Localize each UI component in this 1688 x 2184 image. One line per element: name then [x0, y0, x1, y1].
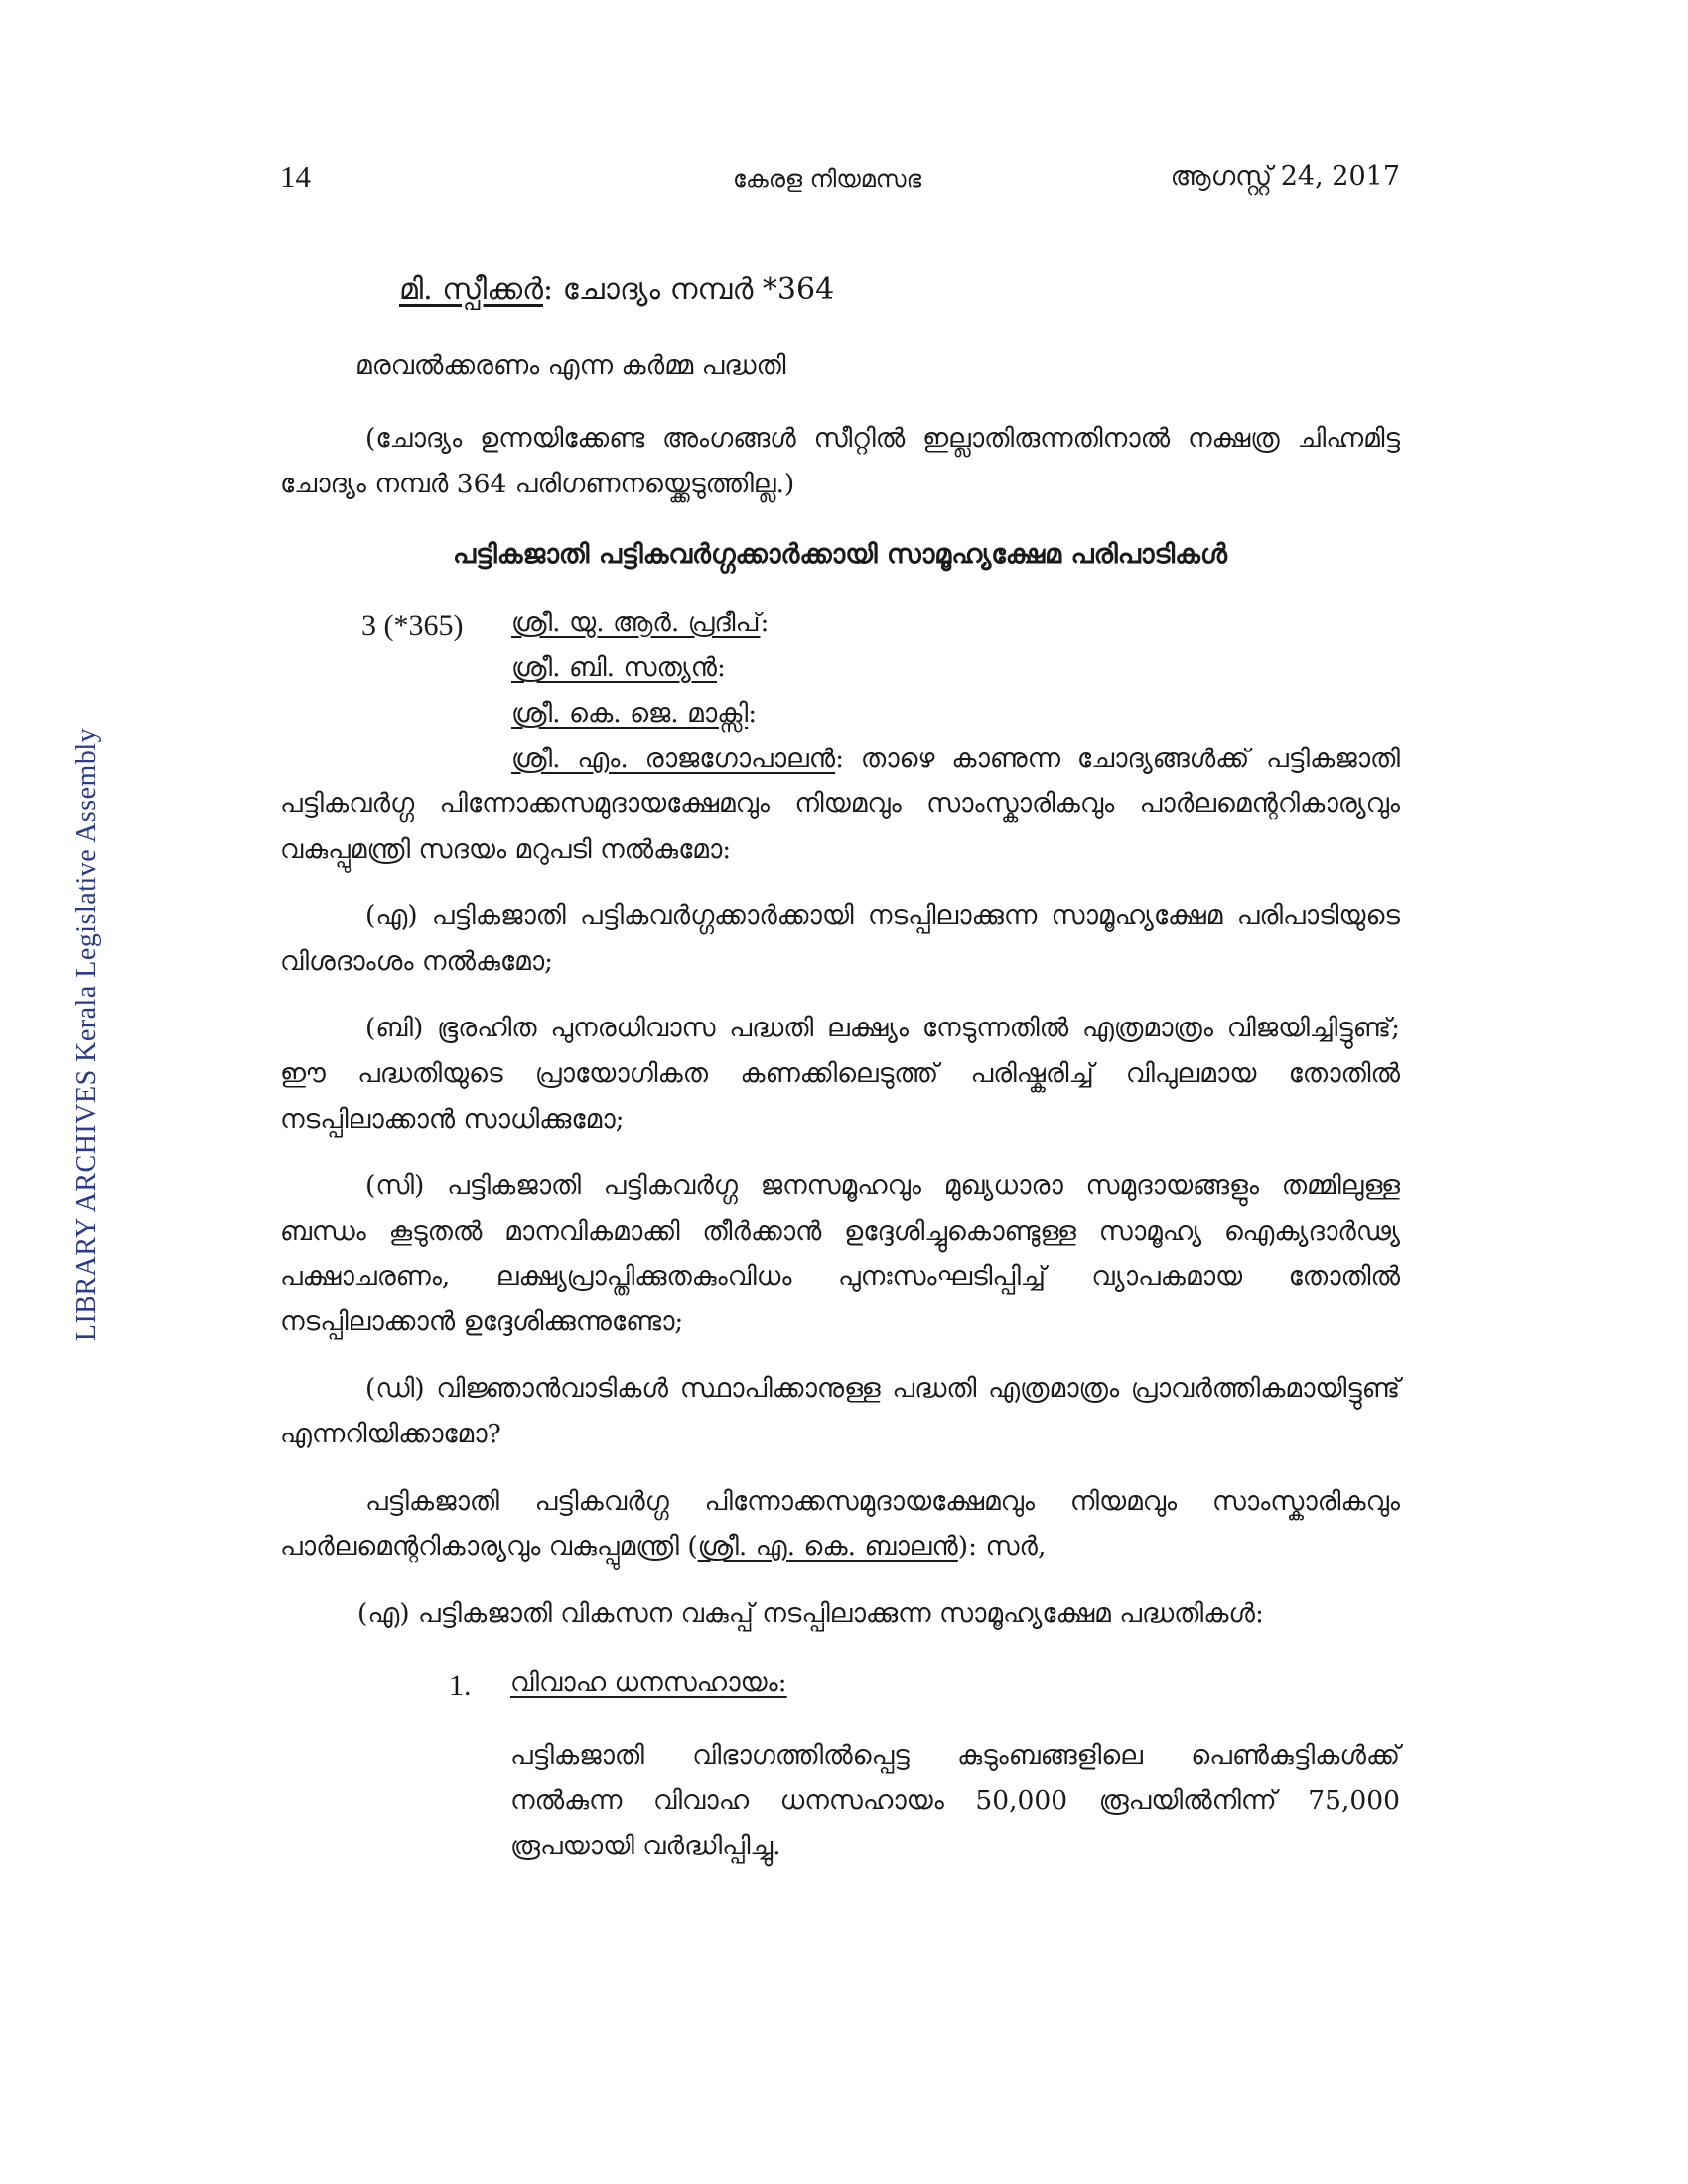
question-item: (ഡി) വിജ്ഞാൻവാടികൾ സ്ഥാപിക്കാനുള്ള പദ്ധതി എത്രമാത്രം പ്രാവർത്തികമായിട്ടുണ്ട് എന്നറിയിക്കാമോ? [280, 1373, 1400, 1450]
speaker-line [280, 264, 1400, 316]
question-block [280, 601, 1400, 872]
page-header [280, 159, 1400, 203]
archive-watermark: LIBRARY ARCHIVES Kerala Legislative Assembly [71, 727, 102, 1342]
member-name: ശ്രീ. ബി. സത്യൻ [511, 652, 718, 684]
member-name: ശ്രീ. യു. ആർ. പ്രദീപ് [511, 607, 761, 638]
speaker-name: മി. സ്പീക്കർ [399, 272, 544, 307]
minister-answer-intro [280, 1479, 1400, 1570]
procedural-note: (ചോദ്യം ഉന്നയിക്കേണ്ട അംഗങ്ങൾ സീറ്റിൽ ഇല്ലാതിരുന്നതിനാൽ നക്ഷത്ര ചിഹ്നമിട്ട ചോദ്യം നമ്പർ 364 പരിഗണനയ്ക്കെടുത്തില്ല.) [280, 423, 1400, 499]
scheme-number: 1. [449, 1669, 472, 1703]
question-item: (സി) പട്ടികജാതി പട്ടികവർഗ്ഗ ജനസമൂഹവും മുഖ്യധാരാ സമുദായങ്ങളും തമ്മിലുള്ള ബന്ധം കൂടുതൽ മാനവികമാക്കി തീർക്കാൻ ഉദ്ദേശിച്ചുകൊണ്ടുള്ള സാമൂഹ്യ ഐക്യദാർഢ്യ പക്ഷാചരണം, ലക്ഷ്യപ്രാപ്തിക്കുതകുംവിധം പുനഃസംഘടിപ്പിച്ച് വ്യാപകമായ തോതിൽ നടപ്പിലാക്കാൻ ഉദ്ദേശിക്കുന്നുണ്ടോ; [280, 1170, 1400, 1337]
member-name-line: ശ്രീ. യു. ആർ. പ്രദീപ്: [511, 607, 770, 638]
section-heading: പട്ടികജാതി പട്ടികവർഗ്ഗക്കാർക്കായി സാമൂഹ്യക്ഷേമ പരിപാടികൾ [452, 539, 1227, 571]
minister-salutation: ): സർ, [957, 1531, 1047, 1563]
assembly-name: കേരള നിയമസഭ [733, 165, 922, 193]
question-subject: മരവൽക്കരണം എന്ന കർമ്മ പദ്ധതി [355, 349, 786, 381]
scheme-description: പട്ടികജാതി വിഭാഗത്തിൽപ്പെട്ട കുടുംബങ്ങളിലെ പെൺകുട്ടികൾക്ക് നൽകുന്ന വിവാഹ ധനസഹായം 50,000 രൂപയിൽനിന്ന് 75,000 രൂപയായി വർദ്ധിപ്പിച്ചു. [510, 1739, 1400, 1862]
question-intro [280, 737, 1400, 873]
member-name-line: ശ്രീ. ബി. സത്യൻ: [511, 652, 726, 684]
question-intro-text: : താഴെ കാണുന്ന ചോദ്യങ്ങൾക്ക് പട്ടികജാതി പട്ടികവർഗ്ഗ പിന്നോക്കസമുദായക്ഷേമവും നിയമവും സാംസ്കാരികവും പാർലമെന്ററികാര്യവും വകുപ്പുമന്ത്രി സദയം മറുപടി നൽകുമോ: [280, 743, 1400, 865]
speaker-text: : ചോദ്യം നമ്പർ *364 [543, 272, 835, 307]
session-date: ആഗസ്റ്റ് 24, 2017 [1170, 161, 1400, 192]
document-body [280, 260, 1400, 1869]
minister-title: പട്ടികജാതി പട്ടികവർഗ്ഗ പിന്നോക്കസമുദായക്ഷേമവും നിയമവും സാംസ്കാരികവും പാർലമെന്ററികാര്യവും വകുപ്പുമന്ത്രി ( [280, 1485, 1400, 1563]
member-name-line: ശ്രീ. കെ. ജെ. മാക്സി: [511, 697, 758, 729]
question-item: (ബി) ഭൂരഹിത പുനരധിവാസ പദ്ധതി ലക്ഷ്യം നേടുന്നതിൽ എത്രമാത്രം വിജയിച്ചിട്ടുണ്ട്; ഈ പദ്ധതിയുടെ പ്രായോഗികത കണക്കിലെടുത്ത് പരിഷ്കരിച്ച് വിപുലമായ തോതിൽ നടപ്പിലാക്കാൻ സാധിക്കുമോ; [280, 1013, 1400, 1135]
member-name: ശ്രീ. എം. രാജഗോപാലൻ [511, 743, 836, 774]
member-name: ശ്രീ. കെ. ജെ. മാക്സി [511, 697, 749, 729]
question-number: 3 (*365) [361, 609, 464, 642]
answer-part-a: (എ) പട്ടികജാതി വികസന വകുപ്പ് നടപ്പിലാക്കുന്ന സാമൂഹ്യക്ഷേമ പദ്ധതികൾ: [357, 1597, 1264, 1629]
scheme-title: വിവാഹ ധനസഹായം: [510, 1667, 787, 1699]
question-item: (എ) പട്ടികജാതി പട്ടികവർഗ്ഗക്കാർക്കായി നടപ്പിലാക്കുന്ന സാമൂഹ്യക്ഷേമ പരിപാടിയുടെ വിശദാംശം നൽകുമോ; [280, 900, 1400, 977]
page-number: 14 [280, 159, 311, 194]
scheme-list-item [280, 1660, 1400, 1706]
minister-name: ശ്രീ. എ. കെ. ബാലൻ [697, 1531, 958, 1563]
